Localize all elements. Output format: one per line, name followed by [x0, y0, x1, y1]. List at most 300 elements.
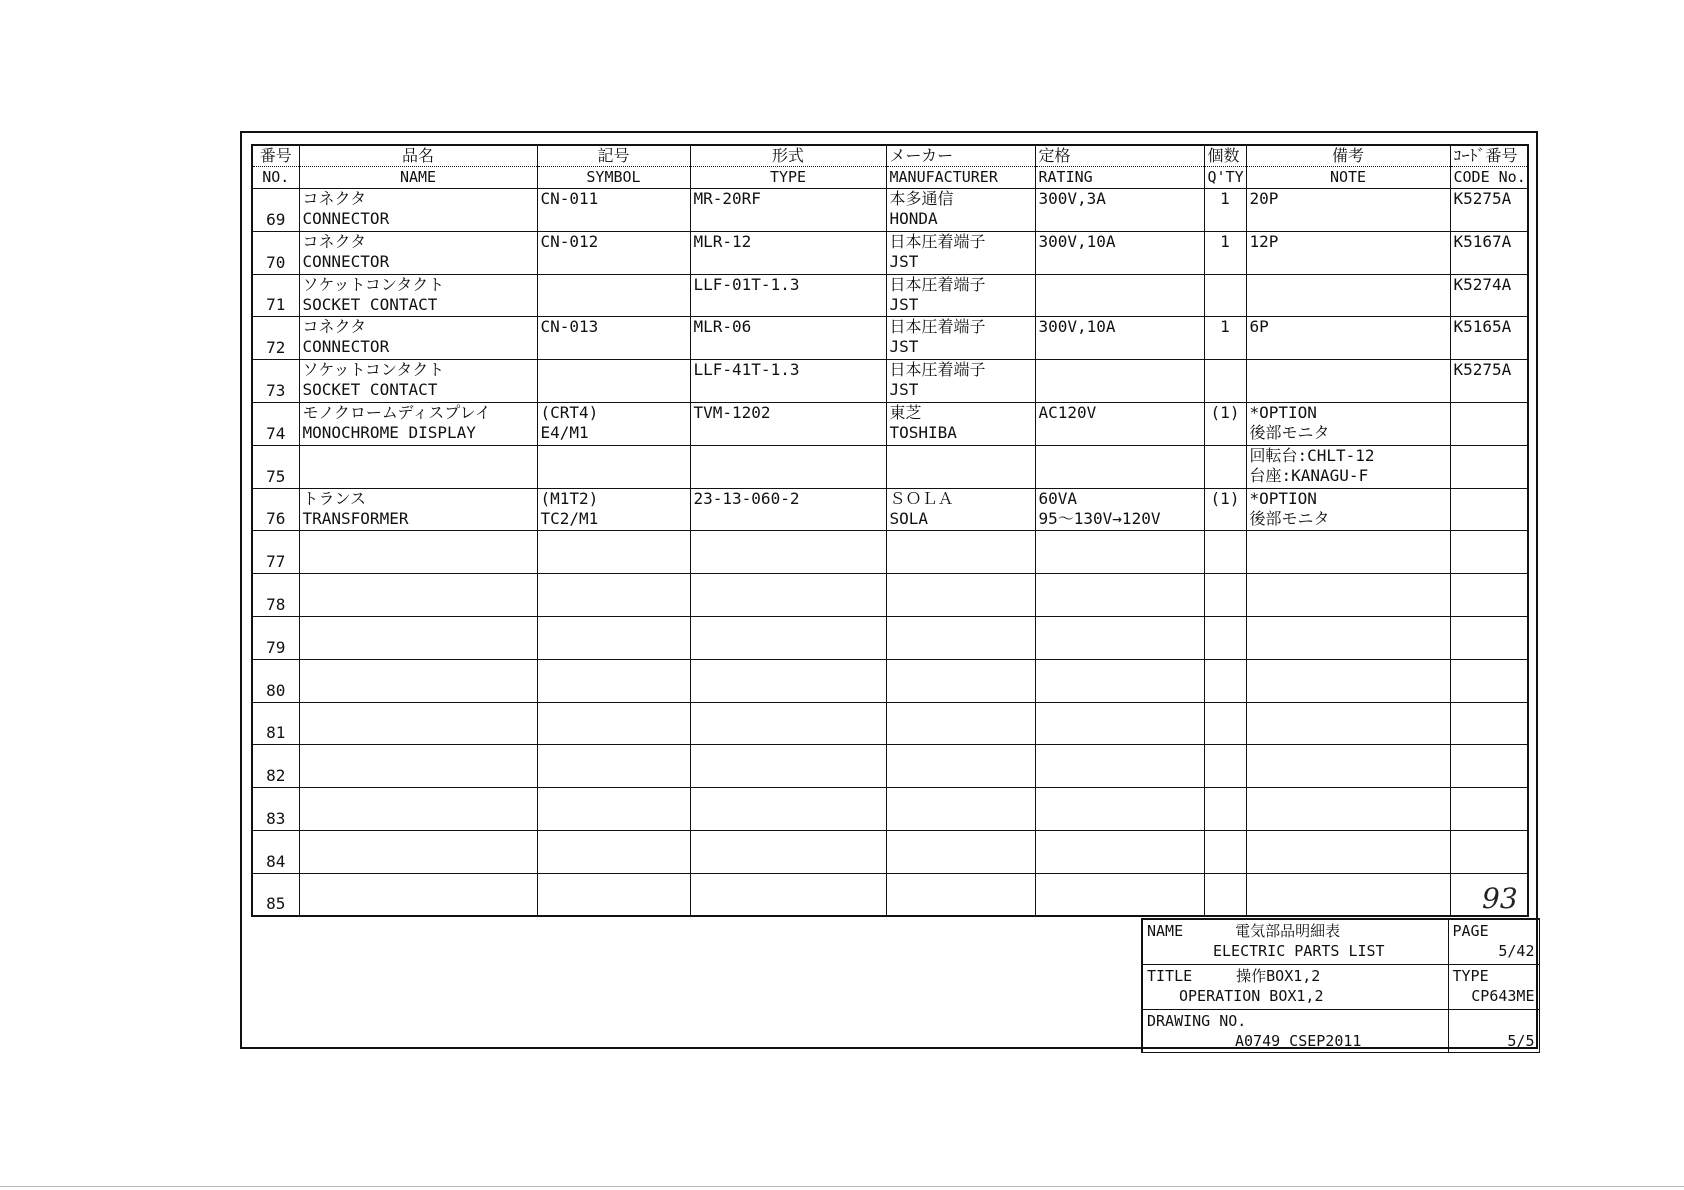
- cell-no: [252, 531, 299, 574]
- header-note: 備考 NOTE: [1246, 145, 1450, 189]
- cell-rating: [1035, 745, 1204, 788]
- cell-type-text: [694, 446, 883, 466]
- cell-manufacturer-text: [890, 788, 1032, 808]
- table-row: [252, 616, 1528, 659]
- cell-symbol: [537, 488, 690, 531]
- cell-code-text: K5275A: [1453, 360, 1512, 380]
- cell-type-text: MLR-12: [693, 231, 752, 251]
- cell-rating-text: [1039, 209, 1201, 229]
- cell-rating: [1035, 702, 1204, 745]
- cell-rating-text: [1039, 360, 1201, 380]
- cell-symbol-text: [541, 531, 687, 551]
- cell-rating-text: AC120V: [1038, 402, 1097, 422]
- table-row: [252, 574, 1528, 617]
- cell-name-text: [303, 617, 534, 637]
- cell-no-text: 79: [266, 637, 286, 657]
- cell-name-text: [303, 531, 534, 551]
- cell-qty: [1204, 788, 1246, 831]
- cell-code-text: K5274A: [1453, 274, 1512, 294]
- cell-no: [252, 402, 299, 445]
- cell-name-text: [303, 466, 534, 486]
- cell-qty: [1204, 445, 1246, 488]
- cell-symbol-text: [541, 808, 687, 828]
- cell-type-text: MR-20RF: [693, 189, 761, 208]
- parts-list-table: [251, 144, 1529, 917]
- cell-qty-text: 1: [1220, 189, 1230, 208]
- cell-no-text: 74: [266, 423, 286, 443]
- cell-symbol-text: [541, 851, 687, 871]
- cell-name: [299, 531, 537, 574]
- cell-manufacturer-text: [890, 466, 1032, 486]
- cell-symbol-text: [541, 765, 687, 785]
- cell-symbol-text: [541, 745, 687, 765]
- cell-symbol-text: [541, 703, 687, 723]
- cell-note: [1246, 873, 1450, 916]
- cell-qty: [1204, 574, 1246, 617]
- cell-rating: [1035, 274, 1204, 317]
- cell-no-text: 69: [266, 209, 286, 229]
- header-qty: 個数 Q'TY: [1204, 145, 1246, 189]
- cell-qty-text: [1208, 574, 1243, 594]
- cell-code: [1450, 574, 1528, 617]
- cell-manufacturer: [886, 488, 1035, 531]
- drawing-value: A0749 CSEP2011: [1235, 1032, 1362, 1050]
- cell-rating-text: [1039, 337, 1201, 357]
- cell-manufacturer-text: 日本圧着端子: [889, 360, 986, 380]
- table-row: [252, 873, 1528, 916]
- cell-note-text: [1250, 765, 1447, 785]
- cell-symbol: [537, 873, 690, 916]
- cell-type-text: [694, 660, 883, 680]
- cell-symbol-text: [541, 874, 687, 894]
- cell-note-text: [1250, 275, 1447, 295]
- cell-manufacturer: [886, 360, 1035, 403]
- cell-rating: [1035, 788, 1204, 831]
- cell-code: [1450, 317, 1528, 360]
- cell-note-text: [1250, 209, 1447, 229]
- cell-rating-text: [1039, 894, 1201, 914]
- cell-note-text: [1250, 680, 1447, 700]
- cell-note: [1246, 531, 1450, 574]
- cell-manufacturer: [886, 788, 1035, 831]
- cell-type: [690, 231, 886, 274]
- cell-symbol: [537, 274, 690, 317]
- cell-name: [299, 231, 537, 274]
- cell-no-text: 85: [266, 894, 286, 914]
- cell-symbol: [537, 830, 690, 873]
- table-row: [252, 360, 1528, 403]
- cell-name: [299, 830, 537, 873]
- cell-note-text: 12P: [1249, 231, 1279, 251]
- cell-symbol: [537, 702, 690, 745]
- cell-rating-text: [1039, 423, 1201, 443]
- cell-symbol-text: [541, 680, 687, 700]
- cell-qty: [1204, 659, 1246, 702]
- cell-manufacturer-text: [890, 660, 1032, 680]
- cell-manufacturer: [886, 317, 1035, 360]
- title-ja: 操作BOX1,2: [1236, 967, 1321, 985]
- cell-note-text: [1250, 660, 1447, 680]
- cell-note-text: 6P: [1249, 317, 1269, 337]
- cell-note-text: 20P: [1249, 189, 1279, 208]
- cell-name: [299, 616, 537, 659]
- cell-rating-text: 300V,10A: [1038, 231, 1116, 251]
- cell-rating-text: 300V,3A: [1038, 189, 1106, 208]
- cell-manufacturer-text: JST: [889, 337, 919, 357]
- cell-type: [690, 702, 886, 745]
- sheet-value: 5/5: [1507, 1032, 1535, 1050]
- cell-no-text: 78: [266, 594, 286, 614]
- cell-symbol: [537, 189, 690, 232]
- cell-note-text: [1250, 531, 1447, 551]
- cell-name-text: ソケットコンタクト: [302, 360, 445, 380]
- cell-type-text: [694, 574, 883, 594]
- cell-note: [1246, 616, 1450, 659]
- cell-note-text: [1250, 337, 1447, 357]
- cell-rating-text: 95～130V→120V: [1038, 508, 1161, 528]
- cell-code: [1450, 488, 1528, 531]
- cell-type-text: [694, 874, 883, 894]
- cell-qty-text: 1: [1220, 231, 1230, 251]
- cell-symbol: [537, 531, 690, 574]
- cell-rating-text: [1039, 594, 1201, 614]
- cell-name-text: トランス: [302, 488, 367, 508]
- cell-name-text: [303, 551, 534, 571]
- cell-symbol-text: [541, 275, 687, 295]
- cell-qty-text: [1208, 745, 1243, 765]
- cell-name: [299, 574, 537, 617]
- cell-qty: [1204, 873, 1246, 916]
- cell-manufacturer-text: 日本圧着端子: [889, 274, 986, 294]
- title-block-sheet: [1448, 1010, 1539, 1053]
- cell-symbol-text: [541, 894, 687, 914]
- cell-no-text: 77: [266, 552, 286, 572]
- cell-type-text: [694, 831, 883, 851]
- cell-symbol-text: [541, 617, 687, 637]
- cell-rating: [1035, 574, 1204, 617]
- cell-rating-text: [1039, 808, 1201, 828]
- cell-symbol: [537, 402, 690, 445]
- cell-manufacturer: [886, 574, 1035, 617]
- cell-name-text: [303, 637, 534, 657]
- cell-symbol: [537, 360, 690, 403]
- cell-no: [252, 873, 299, 916]
- cell-symbol-text: [541, 466, 687, 486]
- cell-note-text: [1250, 831, 1447, 851]
- cell-symbol-text: [541, 360, 687, 380]
- cell-name-text: [303, 680, 534, 700]
- title-block-name: [1142, 919, 1448, 965]
- cell-qty: [1204, 360, 1246, 403]
- cell-qty: [1204, 402, 1246, 445]
- cell-symbol: [537, 659, 690, 702]
- cell-name-text: [303, 894, 534, 914]
- cell-name-text: [303, 765, 534, 785]
- cell-manufacturer-text: 東芝: [889, 402, 922, 422]
- cell-note: [1246, 231, 1450, 274]
- cell-note-text: 回転台:CHLT-12: [1249, 445, 1375, 465]
- cell-symbol-text: [541, 337, 687, 357]
- cell-rating: [1035, 830, 1204, 873]
- cell-type: [690, 317, 886, 360]
- cell-symbol-text: (CRT4): [540, 402, 599, 422]
- cell-manufacturer: [886, 445, 1035, 488]
- name-ja: 電気部品明細表: [1235, 922, 1341, 940]
- cell-rating-text: [1039, 275, 1201, 295]
- cell-symbol-text: [541, 660, 687, 680]
- cell-no: [252, 788, 299, 831]
- title-block: [1141, 918, 1540, 1053]
- cell-qty: [1204, 702, 1246, 745]
- cell-type: [690, 189, 886, 232]
- cell-name: [299, 445, 537, 488]
- cell-name: [299, 488, 537, 531]
- cell-note: [1246, 360, 1450, 403]
- cell-rating-text: 300V,10A: [1038, 317, 1116, 337]
- cell-name-text: ソケットコンタクト: [302, 274, 445, 294]
- cell-note: [1246, 402, 1450, 445]
- cell-name: [299, 745, 537, 788]
- cell-rating-text: [1039, 252, 1201, 272]
- cell-rating-text: [1039, 466, 1201, 486]
- cell-code: [1450, 360, 1528, 403]
- cell-name-text: TRANSFORMER: [302, 508, 409, 528]
- cell-manufacturer-text: [890, 808, 1032, 828]
- title-en: OPERATION BOX1,2: [1179, 987, 1324, 1005]
- cell-symbol-text: [541, 446, 687, 466]
- cell-code: [1450, 274, 1528, 317]
- title-label: TITLE: [1147, 967, 1193, 985]
- cell-manufacturer-text: TOSHIBA: [889, 422, 957, 442]
- cell-rating: [1035, 231, 1204, 274]
- cell-no: [252, 445, 299, 488]
- cell-code-text: K5167A: [1453, 231, 1512, 251]
- cell-qty-text: [1208, 831, 1243, 851]
- cell-name: [299, 873, 537, 916]
- cell-no-text: 81: [266, 723, 286, 743]
- cell-rating-text: [1039, 380, 1201, 400]
- cell-type: [690, 659, 886, 702]
- cell-no-text: 83: [266, 808, 286, 828]
- cell-no-text: 76: [266, 509, 286, 529]
- cell-code: [1450, 659, 1528, 702]
- cell-type-text: [694, 745, 883, 765]
- cell-note-text: 後部モニタ: [1249, 422, 1330, 442]
- cell-note-text: [1250, 295, 1447, 315]
- cell-no-text: 84: [266, 851, 286, 871]
- cell-name-text: SOCKET CONTACT: [302, 294, 438, 314]
- cell-type: [690, 360, 886, 403]
- table-row: [252, 488, 1528, 531]
- cell-name-text: CONNECTOR: [302, 251, 390, 271]
- cell-symbol: [537, 317, 690, 360]
- cell-no-text: 71: [266, 295, 286, 315]
- table-row: [252, 788, 1528, 831]
- cell-qty: [1204, 488, 1246, 531]
- cell-code: [1450, 531, 1528, 574]
- cell-code-text: [1454, 403, 1525, 423]
- cell-rating: [1035, 616, 1204, 659]
- cell-rating: [1035, 659, 1204, 702]
- title-block-drawing: [1142, 1010, 1448, 1053]
- cell-name-text: [303, 594, 534, 614]
- cell-symbol-text: [541, 295, 687, 315]
- cell-manufacturer: [886, 830, 1035, 873]
- cell-symbol-text: CN-012: [540, 231, 599, 251]
- cell-manufacturer-text: SOLA: [889, 508, 929, 528]
- cell-manufacturer-text: [890, 637, 1032, 657]
- cell-rating: [1035, 488, 1204, 531]
- cell-manufacturer-text: [890, 894, 1032, 914]
- cell-name-text: コネクタ: [302, 231, 367, 251]
- cell-name-text: SOCKET CONTACT: [302, 380, 438, 400]
- cell-type: [690, 274, 886, 317]
- cell-no: [252, 745, 299, 788]
- cell-code: [1450, 830, 1528, 873]
- table-body: [252, 189, 1528, 917]
- cell-name-text: [303, 660, 534, 680]
- cell-symbol: [537, 231, 690, 274]
- cell-qty-text: 1: [1220, 317, 1230, 337]
- cell-code: [1450, 445, 1528, 488]
- header-rating: 定格 RATING: [1035, 145, 1204, 189]
- cell-symbol-text: [541, 252, 687, 272]
- cell-code-text: [1454, 489, 1525, 509]
- header-type: 形式 TYPE: [690, 145, 886, 189]
- cell-type: [690, 574, 886, 617]
- cell-rating: [1035, 445, 1204, 488]
- cell-manufacturer-text: JST: [889, 251, 919, 271]
- cell-manufacturer-text: [890, 765, 1032, 785]
- cell-name-text: [303, 446, 534, 466]
- cell-type-text: [694, 617, 883, 637]
- header-symbol: 記号 SYMBOL: [537, 145, 690, 189]
- table-row: [252, 189, 1528, 232]
- cell-type: [690, 445, 886, 488]
- cell-note-text: [1250, 703, 1447, 723]
- cell-code: [1450, 788, 1528, 831]
- cell-no: [252, 231, 299, 274]
- cell-rating-text: [1039, 703, 1201, 723]
- cell-code-text: [1454, 788, 1525, 808]
- cell-note: [1246, 788, 1450, 831]
- cell-manufacturer-text: [890, 745, 1032, 765]
- cell-qty-text: [1208, 531, 1243, 551]
- cell-manufacturer-text: [890, 723, 1032, 743]
- cell-qty-text: (1): [1210, 402, 1240, 422]
- cell-type-text: MLR-06: [693, 317, 752, 337]
- page-label: PAGE: [1452, 922, 1489, 940]
- name-en: ELECTRIC PARTS LIST: [1213, 942, 1385, 960]
- cell-name: [299, 788, 537, 831]
- cell-rating-text: [1039, 765, 1201, 785]
- cell-type-text: [694, 531, 883, 551]
- cell-note-text: 後部モニタ: [1249, 508, 1330, 528]
- cell-symbol-text: CN-013: [540, 317, 599, 337]
- cell-manufacturer: [886, 531, 1035, 574]
- cell-note: [1246, 830, 1450, 873]
- header-manufacturer: メーカー MANUFACTURER: [886, 145, 1035, 189]
- cell-note-text: *OPTION: [1249, 488, 1317, 508]
- cell-manufacturer-text: 日本圧着端子: [889, 317, 986, 337]
- cell-code: [1450, 702, 1528, 745]
- cell-note: [1246, 488, 1450, 531]
- cell-rating-text: [1039, 788, 1201, 808]
- cell-manufacturer-text: JST: [889, 294, 919, 314]
- cell-manufacturer: [886, 274, 1035, 317]
- cell-qty-text: [1208, 660, 1243, 680]
- cell-no: [252, 830, 299, 873]
- cell-symbol-text: E4/M1: [540, 422, 589, 442]
- cell-qty-text: [1208, 617, 1243, 637]
- cell-qty-text: [1208, 788, 1243, 808]
- cell-rating-text: [1039, 874, 1201, 894]
- cell-type-text: LLF-41T-1.3: [693, 360, 800, 380]
- cell-note: [1246, 445, 1450, 488]
- cell-rating: [1035, 317, 1204, 360]
- cell-name-text: コネクタ: [302, 189, 367, 208]
- cell-qty: [1204, 189, 1246, 232]
- cell-manufacturer: [886, 231, 1035, 274]
- cell-symbol-text: [541, 209, 687, 229]
- cell-rating-text: [1039, 531, 1201, 551]
- cell-note-text: [1250, 574, 1447, 594]
- cell-rating-text: [1039, 446, 1201, 466]
- cell-manufacturer-text: [890, 831, 1032, 851]
- cell-rating: [1035, 189, 1204, 232]
- header-name: 品名 NAME: [299, 145, 537, 189]
- cell-qty: [1204, 830, 1246, 873]
- cell-code: [1450, 616, 1528, 659]
- cell-qty-text: [1208, 360, 1243, 380]
- cell-note: [1246, 274, 1450, 317]
- cell-manufacturer-text: [890, 531, 1032, 551]
- cell-manufacturer-text: [890, 551, 1032, 571]
- cell-name-text: CONNECTOR: [302, 337, 390, 357]
- cell-manufacturer: [886, 873, 1035, 916]
- cell-type: [690, 616, 886, 659]
- cell-type: [690, 402, 886, 445]
- cell-code-text: [1454, 660, 1525, 680]
- table-row: [252, 702, 1528, 745]
- cell-rating-text: [1039, 617, 1201, 637]
- cell-code: [1450, 745, 1528, 788]
- cell-symbol-text: [541, 551, 687, 571]
- cell-rating-text: [1039, 745, 1201, 765]
- cell-symbol-text: [541, 723, 687, 743]
- table-row: [252, 745, 1528, 788]
- cell-rating-text: [1039, 551, 1201, 571]
- cell-code-text: [1454, 574, 1525, 594]
- cell-name: [299, 274, 537, 317]
- cell-type: [690, 488, 886, 531]
- cell-code: [1450, 231, 1528, 274]
- cell-symbol-text: TC2/M1: [540, 508, 599, 528]
- cell-name-text: [303, 874, 534, 894]
- cell-symbol-text: [541, 574, 687, 594]
- cell-manufacturer-text: 本多通信: [889, 189, 954, 208]
- cell-note-text: [1250, 360, 1447, 380]
- cell-type-text: [694, 703, 883, 723]
- cell-name: [299, 659, 537, 702]
- cell-no: [252, 488, 299, 531]
- handwritten-page-number: 93: [1482, 882, 1518, 915]
- scan-edge: [0, 1186, 1684, 1187]
- cell-no-text: 80: [266, 680, 286, 700]
- cell-manufacturer: [886, 745, 1035, 788]
- cell-manufacturer-text: HONDA: [889, 209, 938, 228]
- type-value: CP643ME: [1471, 987, 1535, 1005]
